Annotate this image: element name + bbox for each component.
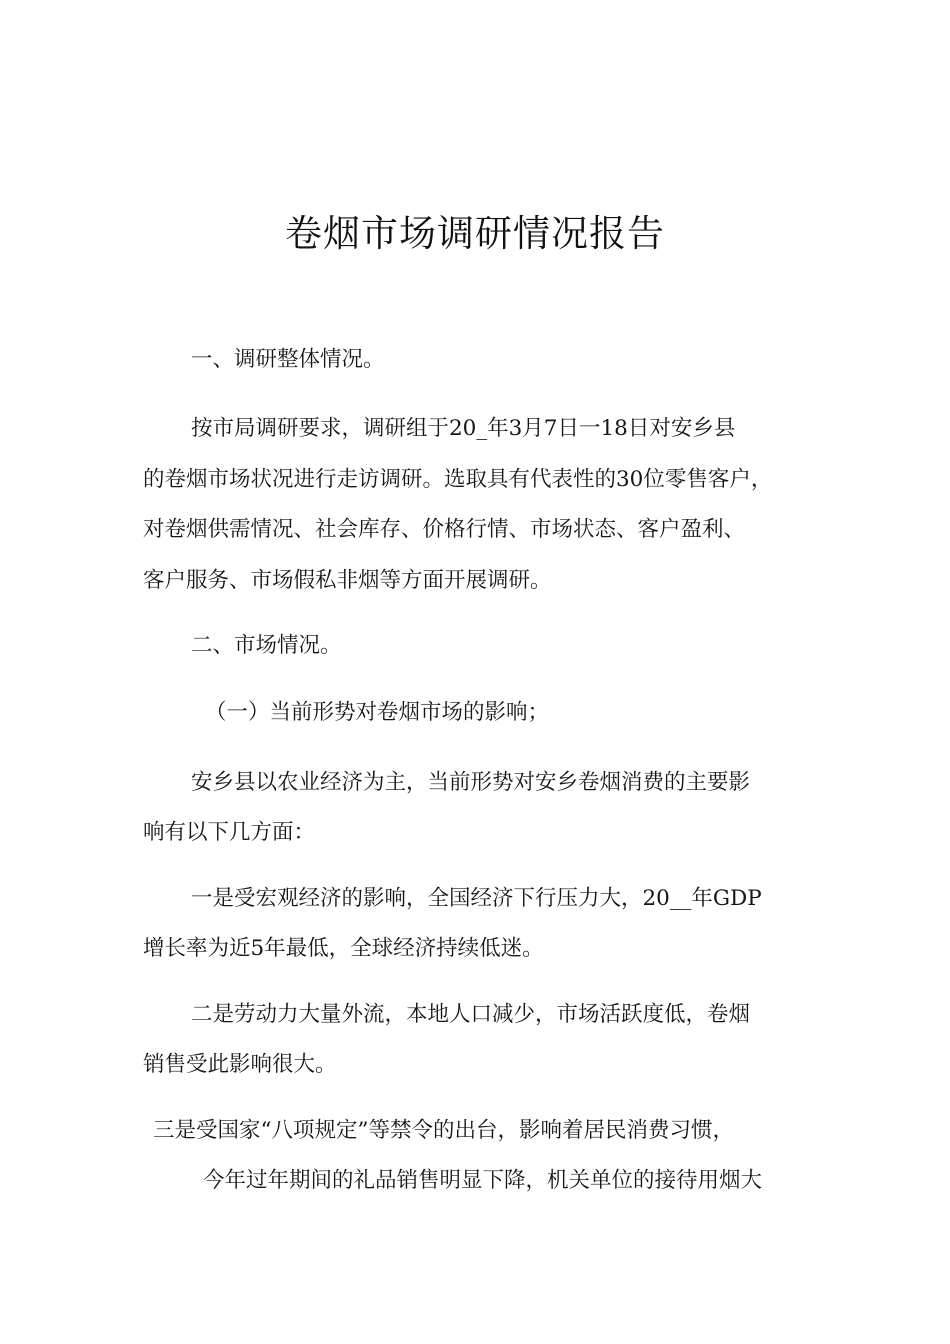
- paragraph-line: 增长率为近5年最低，全球经济持续低迷。: [143, 936, 544, 961]
- paragraph-line: 客户服务、市场假私非烟等方面开展调研。: [143, 568, 552, 593]
- paragraph-line: 三是受国家“八项规定”等禁令的出台，影响着居民消费习惯，: [153, 1118, 734, 1143]
- paragraph-line: 响有以下几方面：: [143, 820, 316, 845]
- paragraph-line: 一是受宏观经济的影响，全国经济下行压力大，20__年GDP: [191, 886, 762, 911]
- section-heading-2: 二、市场情况。: [191, 633, 342, 658]
- paragraph-line: 销售受此影响很大。: [143, 1052, 337, 1077]
- paragraph-line: 按市局调研要求，调研组于20_年3月7日一18日对安乡县: [191, 416, 736, 441]
- section-heading-1: 一、调研整体情况。: [191, 347, 385, 372]
- paragraph-line: 的卷烟市场状况进行走访调研。选取具有代表性的30位零售客户，: [143, 467, 773, 492]
- paragraph-line: 二是劳动力大量外流，本地人口减少，市场活跃度低，卷烟: [191, 1002, 751, 1027]
- document-title: 卷烟市场调研情况报告: [285, 212, 665, 255]
- paragraph-line: 对卷烟供需情况、社会库存、价格行情、市场状态、客户盈利、: [143, 517, 746, 542]
- subsection-heading: （一）当前形势对卷烟市场的影响；: [205, 700, 550, 725]
- paragraph-line: 安乡县以农业经济为主，当前形势对安乡卷烟消费的主要影: [191, 770, 751, 795]
- paragraph-line: 今年过年期间的礼品销售明显下降，机关单位的接待用烟大: [203, 1168, 763, 1193]
